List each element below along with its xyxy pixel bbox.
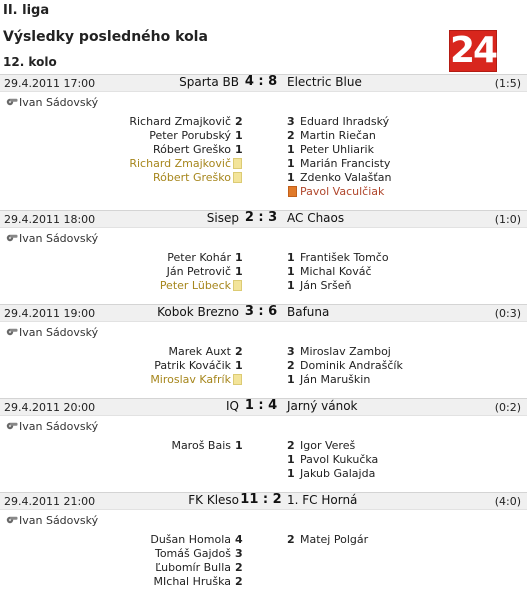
match-header[interactable] bbox=[0, 74, 527, 92]
event-row bbox=[0, 547, 527, 561]
event-list bbox=[0, 533, 527, 589]
whistle-icon bbox=[6, 325, 18, 341]
match-date: 29.4.2011 18:00 bbox=[4, 213, 96, 226]
match-header[interactable] bbox=[0, 492, 527, 510]
home-player-name: Marek Auxt bbox=[168, 345, 231, 358]
home-player-name: Richard Zmajkovič bbox=[129, 157, 231, 170]
referee-name: Ivan Sádovský bbox=[19, 96, 99, 109]
away-goal-count: 1 bbox=[287, 279, 295, 292]
away-goal-count: 2 bbox=[287, 439, 295, 452]
away-goal-count: 1 bbox=[287, 373, 295, 386]
match-list bbox=[0, 74, 527, 589]
home-team: IQ bbox=[226, 399, 239, 413]
event-row bbox=[0, 171, 527, 185]
away-player-name: Michal Kováč bbox=[300, 265, 372, 278]
away-team: Electric Blue bbox=[287, 75, 362, 89]
home-goal-count: 3 bbox=[235, 547, 243, 560]
red-card-icon bbox=[288, 186, 297, 197]
away-player-name: Zdenko Valašťan bbox=[300, 171, 392, 184]
away-player-name: Martin Riečan bbox=[300, 129, 376, 142]
round-label: 12. kolo bbox=[3, 55, 57, 69]
referee bbox=[0, 325, 527, 341]
away-player-name: Peter Uhliarik bbox=[300, 143, 374, 156]
referee bbox=[0, 419, 527, 435]
home-team: Sisep bbox=[206, 211, 239, 225]
away-player-name: Matej Polgár bbox=[300, 533, 369, 546]
home-goal-count: 1 bbox=[235, 439, 243, 452]
home-player-name: Peter Kohár bbox=[167, 251, 231, 264]
away-goal-count: 2 bbox=[287, 129, 295, 142]
away-goal-count: 3 bbox=[287, 345, 295, 358]
home-player-name: Ján Petrovič bbox=[166, 265, 231, 278]
match-block bbox=[0, 398, 527, 481]
referee-name: Ivan Sádovský bbox=[19, 326, 99, 339]
home-goal-count: 2 bbox=[235, 561, 243, 574]
away-team: 1. FC Horná bbox=[287, 493, 358, 507]
match-score: 2 : 3 bbox=[244, 210, 278, 225]
event-row bbox=[0, 439, 527, 453]
match-date: 29.4.2011 17:00 bbox=[4, 77, 96, 90]
referee-name: Ivan Sádovský bbox=[19, 420, 99, 433]
match-score: 1 : 4 bbox=[244, 398, 278, 413]
yellow-card-icon bbox=[233, 280, 242, 291]
event-list bbox=[0, 439, 527, 481]
event-row bbox=[0, 129, 527, 143]
away-player-name: Ján Sršeň bbox=[300, 279, 352, 292]
away-player-name: Eduard Ihradský bbox=[300, 115, 390, 128]
event-row bbox=[0, 115, 527, 129]
away-goal-count: 1 bbox=[287, 453, 295, 466]
away-player-name: Marián Francisty bbox=[300, 157, 391, 170]
event-row bbox=[0, 359, 527, 373]
home-player-name: Tomáš Gajdoš bbox=[154, 547, 231, 560]
home-team: Kobok Brezno bbox=[157, 305, 239, 319]
home-goal-count: 1 bbox=[235, 251, 243, 264]
whistle-icon bbox=[6, 513, 18, 529]
referee-name: Ivan Sádovský bbox=[19, 514, 99, 527]
event-row bbox=[0, 251, 527, 265]
away-team: AC Chaos bbox=[287, 211, 345, 225]
home-player-name: Maroš Bais bbox=[171, 439, 231, 452]
match-date: 29.4.2011 20:00 bbox=[4, 401, 96, 414]
event-list bbox=[0, 251, 527, 293]
yellow-card-icon bbox=[233, 172, 242, 183]
away-player-name: Miroslav Zamboj bbox=[300, 345, 391, 358]
away-goal-count: 1 bbox=[287, 157, 295, 170]
away-player-name: Ján Maruškin bbox=[300, 373, 371, 386]
match-block bbox=[0, 210, 527, 293]
home-goal-count: 2 bbox=[235, 345, 243, 358]
home-team: Sparta BB bbox=[179, 75, 239, 89]
away-goal-count: 1 bbox=[287, 143, 295, 156]
match-header[interactable] bbox=[0, 210, 527, 228]
home-player-name: Ľubomír Bulla bbox=[155, 561, 231, 574]
away-goal-count: 1 bbox=[287, 467, 295, 480]
whistle-icon bbox=[6, 231, 18, 247]
event-row bbox=[0, 533, 527, 547]
referee bbox=[0, 231, 527, 247]
event-row bbox=[0, 345, 527, 359]
away-goal-count: 1 bbox=[287, 251, 295, 264]
match-header[interactable] bbox=[0, 304, 527, 322]
event-list bbox=[0, 345, 527, 387]
away-goal-count: 3 bbox=[287, 115, 295, 128]
tv24-logo[interactable]: 24 bbox=[450, 30, 497, 71]
home-goal-count: 4 bbox=[235, 533, 243, 546]
referee bbox=[0, 513, 527, 529]
event-row bbox=[0, 185, 527, 199]
away-team: Jarný vánok bbox=[287, 399, 358, 413]
away-goal-count: 1 bbox=[287, 265, 295, 278]
event-row bbox=[0, 157, 527, 171]
home-team: FK Kleso bbox=[188, 493, 239, 507]
referee-name: Ivan Sádovský bbox=[19, 232, 99, 245]
away-player-name: Pavol Kukučka bbox=[300, 453, 379, 466]
halftime-score: (1:0) bbox=[494, 213, 521, 226]
away-goal-count: 2 bbox=[287, 533, 295, 546]
home-player-name: Dušan Homola bbox=[150, 533, 231, 546]
event-row bbox=[0, 373, 527, 387]
away-player-name: František Tomčo bbox=[300, 251, 389, 264]
halftime-score: (4:0) bbox=[494, 495, 521, 508]
away-goal-count: 1 bbox=[287, 171, 295, 184]
home-goal-count: 1 bbox=[235, 359, 243, 372]
halftime-score: (1:5) bbox=[494, 77, 521, 90]
event-list bbox=[0, 115, 527, 199]
yellow-card-icon bbox=[233, 158, 242, 169]
match-score: 3 : 6 bbox=[244, 304, 278, 319]
league-title: II. liga bbox=[3, 3, 50, 18]
match-score: 4 : 8 bbox=[244, 74, 278, 89]
event-row bbox=[0, 561, 527, 575]
away-goal-count: 2 bbox=[287, 359, 295, 372]
home-player-name: Peter Porubský bbox=[149, 129, 231, 142]
event-row bbox=[0, 265, 527, 279]
event-row bbox=[0, 453, 527, 467]
match-block bbox=[0, 74, 527, 199]
match-block bbox=[0, 304, 527, 387]
event-row bbox=[0, 575, 527, 589]
match-date: 29.4.2011 21:00 bbox=[4, 495, 96, 508]
match-block bbox=[0, 492, 527, 589]
home-player-name: Miroslav Kafrík bbox=[150, 373, 231, 386]
home-goal-count: 1 bbox=[235, 143, 243, 156]
home-player-name: Róbert Greško bbox=[153, 171, 231, 184]
yellow-card-icon bbox=[233, 374, 242, 385]
halftime-score: (0:2) bbox=[494, 401, 521, 414]
home-player-name: MIchal Hruška bbox=[153, 575, 231, 588]
home-goal-count: 1 bbox=[235, 129, 243, 142]
event-row bbox=[0, 279, 527, 293]
home-player-name: Richard Zmajkovič bbox=[129, 115, 231, 128]
home-goal-count: 1 bbox=[235, 265, 243, 278]
halftime-score: (0:3) bbox=[494, 307, 521, 320]
away-player-name: Jakub Galajda bbox=[300, 467, 376, 480]
event-row bbox=[0, 467, 527, 481]
event-row bbox=[0, 143, 527, 157]
match-date: 29.4.2011 19:00 bbox=[4, 307, 96, 320]
home-player-name: Róbert Greško bbox=[153, 143, 231, 156]
home-player-name: Peter Lübeck bbox=[159, 279, 231, 292]
home-goal-count: 2 bbox=[235, 575, 243, 588]
whistle-icon bbox=[6, 95, 18, 111]
whistle-icon bbox=[6, 419, 18, 435]
away-player-name: Dominik Andraščík bbox=[300, 359, 403, 372]
away-player-name: Igor Vereš bbox=[300, 439, 356, 452]
referee bbox=[0, 95, 527, 111]
match-header[interactable] bbox=[0, 398, 527, 416]
home-player-name: Patrik Kováčik bbox=[154, 359, 231, 372]
page-title: Výsledky posledného kola bbox=[3, 29, 208, 45]
away-player-name: Pavol Vaculčiak bbox=[300, 185, 385, 198]
match-score: 11 : 2 bbox=[240, 492, 282, 507]
away-team: Bafuna bbox=[287, 305, 330, 319]
home-goal-count: 2 bbox=[235, 115, 243, 128]
